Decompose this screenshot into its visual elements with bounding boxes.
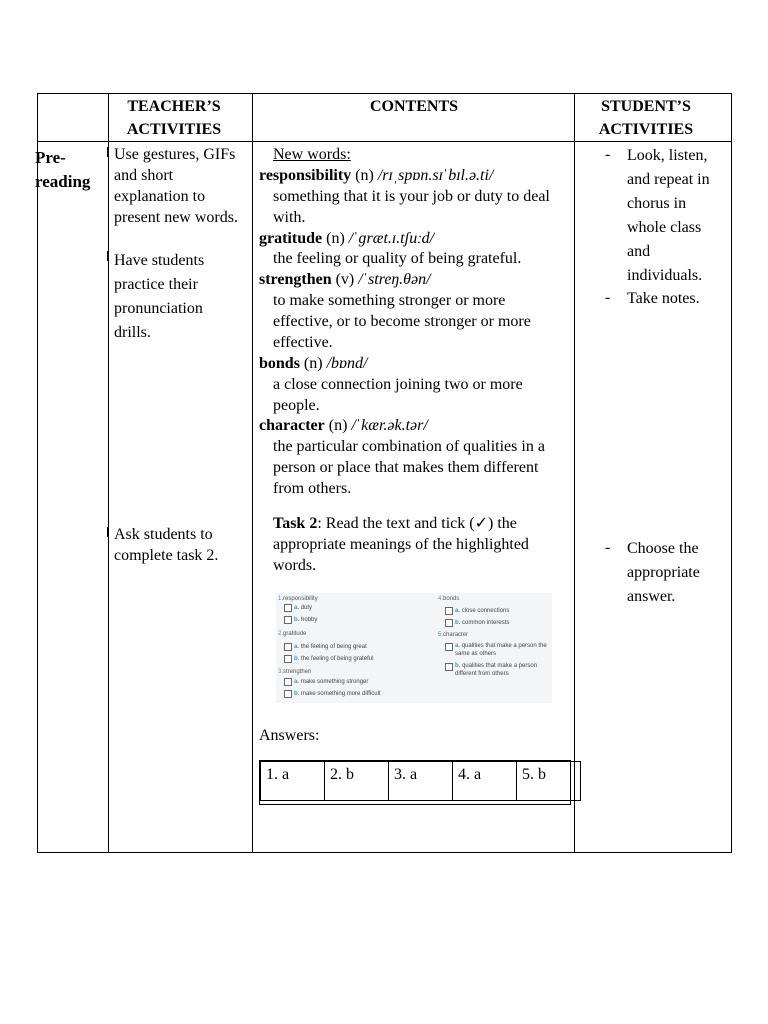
exercise-item-5 [438,631,468,639]
exercise-option [455,619,509,627]
word-ipa: /ˈkær.ək.tər/ [351,417,428,434]
word-bullet-5 [252,418,253,428]
option-letter: b. [455,663,461,669]
teacher-bullet-1 [107,147,108,157]
word-definition: something that it is your job or duty to deal with. [273,188,550,226]
exercise-option [294,616,317,624]
exercise-option [294,678,368,686]
teacher-activity-2: Have students practice their pronunciation drills. [114,252,205,341]
option-letter: a. [294,679,300,685]
checkbox[interactable] [445,663,453,671]
option-text: duty [300,605,313,611]
option-letter: a. [294,644,300,650]
word-bullet-1 [252,168,253,178]
item-number: 4. [438,596,444,602]
option-letter: b. [294,617,300,623]
option-letter: b. [455,620,461,626]
word-definition: a close connection joining two or more people. [273,376,523,414]
item-word: bonds [443,596,460,602]
exercise-item-3 [278,668,311,676]
teacher-bullet-2 [107,251,108,261]
exercise-option [294,655,373,663]
word-term: character [259,417,325,434]
checkbox[interactable] [284,678,292,686]
header-teacher-activities: TEACHER’S ACTIVITIES [126,98,222,138]
stage-label: Pre-reading [35,148,91,191]
word-ipa: /ˈstreŋ.θən/ [358,271,431,288]
answers-label: Answers: [259,727,320,744]
checkbox[interactable] [284,616,292,624]
checkbox[interactable] [445,643,453,651]
table-row [261,762,581,801]
exercise-option [455,607,509,615]
column-divider-1 [108,93,109,853]
student-activity-2: Take notes. [627,290,700,307]
item-number: 2. [278,631,284,637]
exercise-item-2 [278,630,306,638]
option-text: close connections [461,608,510,614]
header-divider [37,141,732,142]
checkbox[interactable] [284,690,292,698]
word-ipa: /ˈɡræt.ɪ.tʃuːd/ [348,230,435,247]
teacher-activity-3: Ask students to complete task 2. [114,526,219,564]
word-entry-gratitude [259,228,569,249]
teacher-bullet-3 [107,527,108,537]
word-pos: (n) [328,417,348,434]
word-pos: (n) [355,167,374,184]
word-bullet-2 [252,231,253,241]
word-definition: to make something stronger or more effective, or to become stronger or more effective. [273,292,531,351]
option-text: make something stronger [300,679,369,685]
option-letter: b. [294,691,300,697]
task-2-instruction [273,513,565,576]
answer-cell: 3. a [389,762,453,801]
answer-cell: 2. b [325,762,389,801]
student-dash-2: - [605,289,611,306]
word-entry-character [259,415,569,436]
word-term: responsibility [259,167,352,184]
header-student-activities: STUDENT’S ACTIVITIES [598,98,694,138]
exercise-option [455,662,551,678]
task-2-exercise-image [276,593,552,703]
item-word: gratitude [283,631,307,637]
exercise-option [294,604,312,612]
item-number: 1. [278,596,284,602]
word-entry-responsibility [259,165,569,186]
teacher-activity-1: Use gestures, GIFs and short explanation to present new words. [114,146,238,226]
option-text: make something more difficult [301,691,381,697]
answer-cell: 4. a [453,762,517,801]
option-letter: b. [294,656,300,662]
word-term: bonds [259,355,300,372]
answer-cell: 5. b [517,762,581,801]
word-bullet-4 [252,356,253,366]
table-border-right [731,93,732,853]
student-activity-1: Look, listen, and repeat in chorus in whole class and individuals. [627,147,710,284]
option-letter: a. [455,608,461,614]
option-text: the feeling of being great [300,644,367,650]
option-text: the feeling of being grateful [301,656,374,662]
option-letter: a. [455,643,461,649]
checkbox[interactable] [445,619,453,627]
option-text: qualities that make a person the same as others [455,643,547,657]
header-contents: CONTENTS [369,98,459,115]
student-dash-1: - [605,146,611,163]
item-word: strengthen [283,669,312,675]
word-pos: (n) [303,355,323,372]
word-term: gratitude [259,230,323,247]
item-number: 5. [438,632,444,638]
column-divider-3 [574,93,575,853]
option-text: qualities that make a person different from others [455,663,538,677]
word-entry-strengthen [259,269,569,290]
exercise-option [455,642,551,658]
item-number: 3. [278,669,284,675]
checkbox[interactable] [284,655,292,663]
exercise-option [294,643,367,651]
table-border-bottom [37,852,732,853]
new-words-label: New words: [273,146,351,163]
exercise-option [294,690,381,698]
option-letter: a. [294,605,300,611]
word-bullet-3 [252,272,253,282]
word-definition: the feeling or quality of being grateful. [273,250,522,267]
item-word: responsibility [283,596,318,602]
option-text: hobby [301,617,318,623]
item-word: character [443,632,469,638]
word-entry-bonds [259,353,569,374]
student-dash-3: - [605,539,611,556]
student-activity-3: Choose the appropriate answer. [627,540,700,605]
word-term: strengthen [259,271,332,288]
word-definition: the particular combination of qualities in a person or place that makes them different from others. [273,438,545,497]
checkbox[interactable] [284,604,292,612]
checkbox[interactable] [284,643,292,651]
answers-table [260,761,581,801]
table-border-top [37,93,732,94]
checkbox[interactable] [445,607,453,615]
task-text: : Read the text and tick (✓) the appropriate meanings of the highlighted words. [273,515,529,574]
table-border-left [37,93,38,853]
exercise-item-1 [278,595,318,603]
column-divider-2 [252,93,253,853]
exercise-item-4 [438,595,459,603]
word-ipa: /bɒnd/ [326,355,368,372]
word-pos: (v) [335,271,355,288]
option-text: common interests [462,620,510,626]
task-label: Task 2 [273,515,318,532]
word-pos: (n) [326,230,345,247]
word-ipa: /rɪˌspɒn.sɪˈbɪl.ə.ti/ [377,167,494,184]
answer-cell: 1. a [261,762,325,801]
